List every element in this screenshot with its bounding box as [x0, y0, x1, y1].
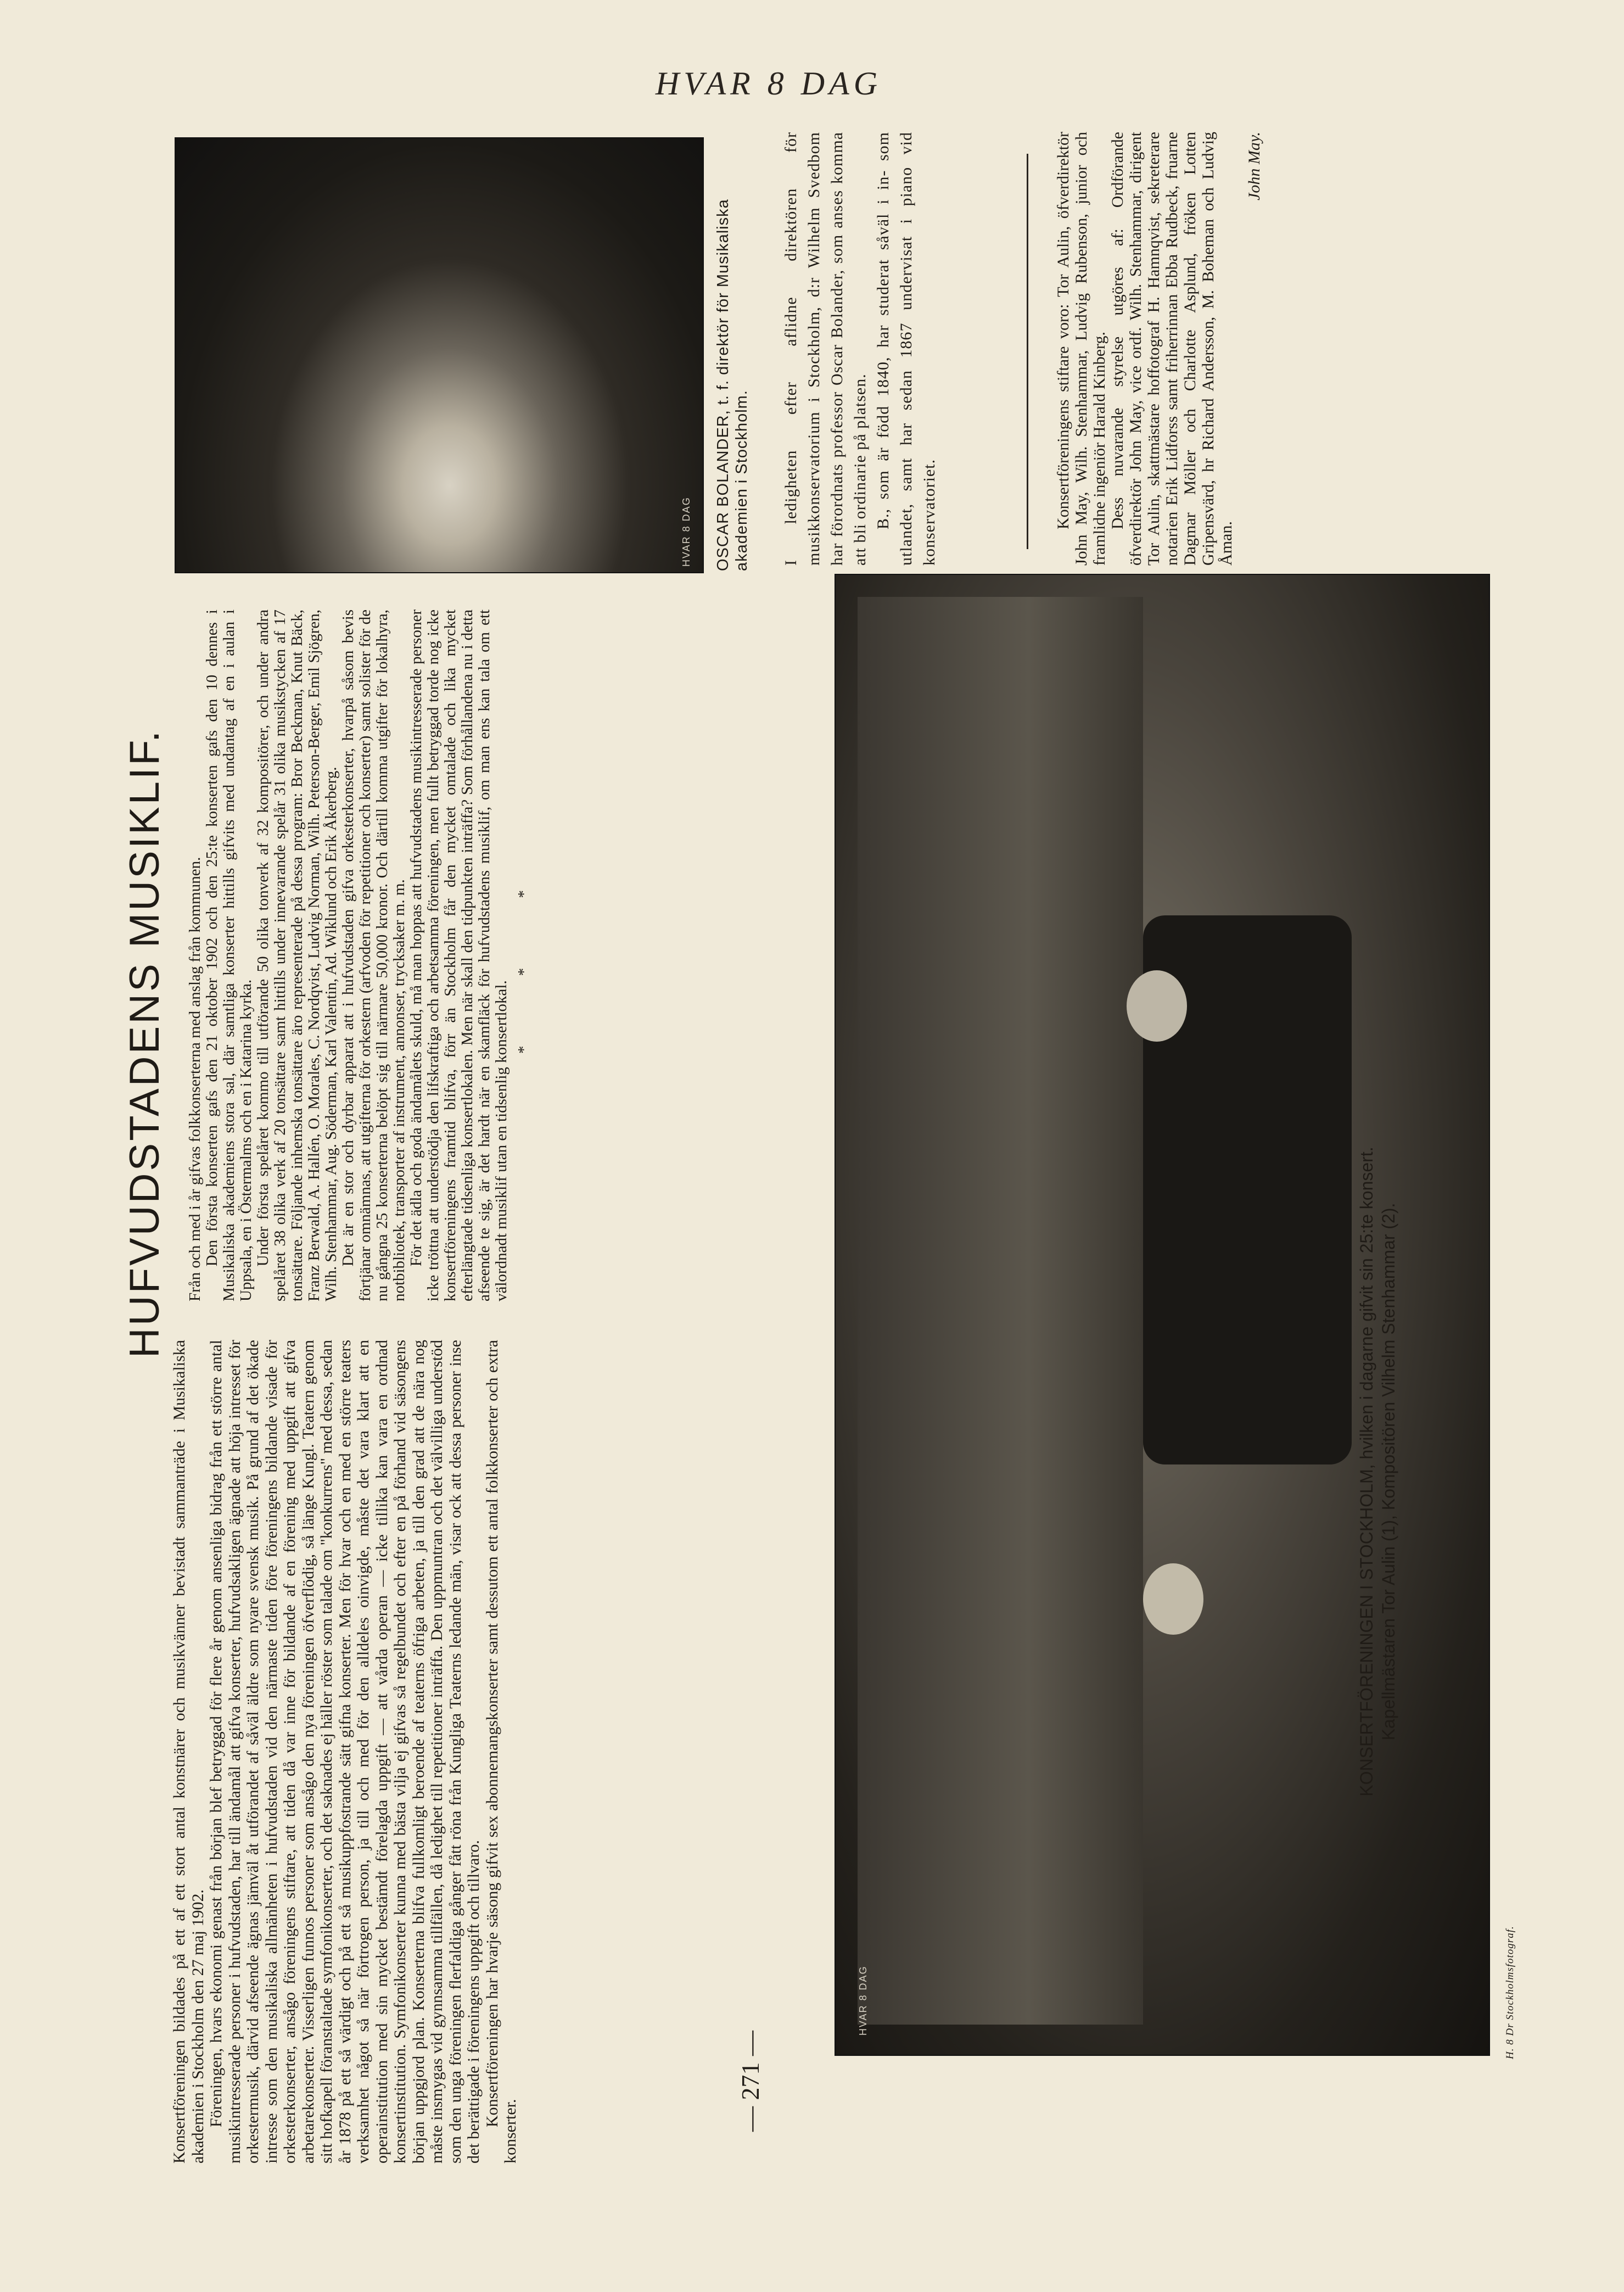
main-paragraph: För det ädla och goda ändamålets skuld, må man hoppas att hufvudstadens musikintresserade personer icke tröttna att understödja den lifskraftiga och arbetsamma föreningen, men fullt betryggad torde nog icke konsertföreningens framtid blifva, förr än Stockholm får den mycket omtalade och lika mycket efterlängtade tidsenliga konsertlokalen. Men när skall den tidpunkten inträffa? Som förhållandena nu i detta afseende te sig, är det hardt när en skamfläck för hufvudstadens musiklif, om man ens kan tala om ett välordnadt musiklif utan en tidsenlig konsertlokal.: [407, 610, 510, 1301]
signature: John May.: [1245, 132, 1263, 200]
main-paragraph: Från och med i år gifvas folkkonserterna med anslag från kommunen.: [186, 857, 204, 1301]
portrait-paragraph: I ledigheten efter aflidne direktören för musikkonservatorium i Stockholm, d:r Wilhelm Svedbom har förordnats professor Oscar Bolander, som anses komma att bli ordinarie på platsen.: [782, 132, 869, 566]
intro-paragraph: Konsertföreningen har hvarje säsong gifvit sex abonnemangskonserter samt dessutom ett antal folkkonserter och extra konserter.: [483, 1340, 519, 2164]
bust-statue: [1143, 1563, 1203, 1635]
column-rule: [1027, 154, 1028, 549]
intro-paragraph: Konsertföreningen bildades på ett af ett stort antal konstnärer och musikvänner bevistadt sammanträde i Musikaliska akademien i Stockholm den 27 maj 1902.: [170, 1340, 207, 2164]
main-paragraph: Under första spelåret kommo till utförande 50 olika tonverk af 32 kompositörer, och under andra spelåret 38 olika verk af 20 tonsättare samt hittills under innevarande spelår 31 olika musikstycken af 17 tonsättare. Följande inhemska tonsättare äro representerade på dessa program: Bror Beckman, Knut Bäck, Franz Berwald, A. Hallén, O. Morales, C. Nordqvist, Ludvig Norman, Wilh. Peterson-Berger, Emil Sjögren, Wilh. Stenhammar, Aug. Söderman, Karl Valentin, Ad. Wiklund och Erik Åkerberg.: [254, 610, 340, 1301]
founders-column: [1054, 132, 1395, 566]
founders-paragraph: Dess nuvarande styrelse utgöres af: Ordförande öfverdirektör John May, vice ordf. Wilh. Stenhammar, dirigent Tor Aulin, skattmästare hoffotograf H. Hamnqvist, sekreterare notarien Erik Lidforss samt friherrinnan Ebba Rudbeck, fruarne Dagmar Möller och Charlotte Asplund, fröken Lotten Gripensvärd, hr Richard Andersson, M. Boheman och Ludvig Åman.: [1108, 132, 1235, 566]
main-paragraph: Den första konserten gafs den 21 oktober 1902 och den 25:te konserten gafs den 10 dennes i Musikaliska akademiens stora sal, där samtliga konserter hittills gifvits med undantag af en i aulan i Uppsala, en i Östermalms och en i Katarina kyrka.: [203, 610, 255, 1301]
orchestra-stamp: HVAR 8 DAG: [858, 1965, 869, 2036]
portrait-photo: [175, 137, 704, 573]
photo-credit: H. 8 Dr Stockholmsfotograf.: [1504, 1926, 1516, 2059]
intro-paragraph: Föreningen, hvars ekonomi genast från början blef betryggad för flere år genom ansenliga bidrag från ett större antal musikintresserade personer i hufvudstaden, har till ändamål att gifva konserter, hufvudsakligen ägnade att höja intresset för orkestermusik, därvid afseende ägnas jämväl åt utförandet af såväl äldre som nyare svensk musik. På grund af det ökade intresse som den musikaliska allmänheten i hufvudstaden vid den närmaste tiden före föreningens bildande visade för orkesterkonserter, ansågo föreningens stiftare, att tiden då var inne för bildande af en förening med uppgift att gifva arbetarekonserter. Visserligen funnos personer som ansågo den nya föreningen öfverflödig, så länge Kungl. Teatern genom sitt hofkapell föranstaltade symfonikonserter, och det saknades ej häller röster som talade om "konkurrens" med dessa, sedan år 1878 på ett så värdigt och på ett så musikuppfostrande sätt gifna konserter. Men för hvar och en med en större teaters verksamhet något så när förtrogen person, ja till och med för den alldeles oinvigde, måste det vara klart att en operainstitution med sin mycket bestämdt förelagda uppgift — att vårda operan — icke tillika kan vara en ordnad konsertinstitution. Symfonikonserter kunna med bästa vilja ej gifvas så regelbundet och efter en på förhand vid säsongens början uppgjord plan. Konserterna blifva fullkomligt beroende af teaterns öfriga arbeten, ja till den grad att de nära nog måste insmygas vid gynnsamma tillfällen, då ledighet till repetitioner inträffa. Den uppmuntran och det välvilliga understöd som den unga föreningen flerfaldiga gånger fått röna från Kungliga Teaterns ledande män, visar ock att dessa personer inse det berättigade i föreningens uppgift och tillvaro.: [207, 1340, 483, 2164]
founders-paragraph: Konsertföreningens stiftare voro: Tor Aulin, öfverdirektör John May, Wilh. Stenhammar, Ludvig Rubenson, junior och framlidne ingeniör Harald Kinberg.: [1054, 132, 1108, 566]
page-number: — 271 —: [736, 2031, 764, 2132]
main-column: [187, 610, 791, 1301]
intro-column: [170, 1340, 791, 2164]
bust-statue: [1127, 970, 1187, 1042]
portrait-paragraph: B., som är född 1840, har studerat såväl i in- som utlandet, samt har sedan 1867 undervisat i piano vid konservatoriet.: [874, 132, 938, 566]
orchestra-caption-line-1: KONSERTFÖRENINGEN I STOCKHOLM, hvilken i dagarne gifvit sin 25:te konsert.: [1357, 1147, 1376, 1797]
portrait-caption: OSCAR BOLANDER, t. f. direktör för Musikaliska akademien i Stockholm.: [714, 199, 751, 571]
main-paragraph: Det är en stor och dyrbar apparat att i hufvudstaden gifva orkesterkonserter, hvarpå såsom bevis förtjänar omnämnas, att utgifterna för orkestern (arfvoden för repetitioner och konserter) samt solister för de nu gångna 25 konserterna belöpt sig till närmare 50,000 kronor. Och därtill komma utgifter för lokalhyra, notbibliotek, transporter af instrument, annonser, trycksaker m. m.: [339, 610, 408, 1301]
running-head: HVAR 8 DAG: [655, 65, 882, 102]
article-title: HUFVUDSTADENS MUSIKLIF.: [121, 728, 168, 1359]
section-divider: * * *: [515, 857, 533, 1054]
orchestra-caption-line-2: Kapellmästaren Tor Aulin (1), Kompositören Vilhelm Stenhammar (2).: [1379, 1203, 1398, 1741]
stage-floor: [858, 597, 1143, 2025]
portrait-text-column: [780, 132, 1021, 566]
portrait-stamp: HVAR 8 DAG: [681, 496, 692, 567]
